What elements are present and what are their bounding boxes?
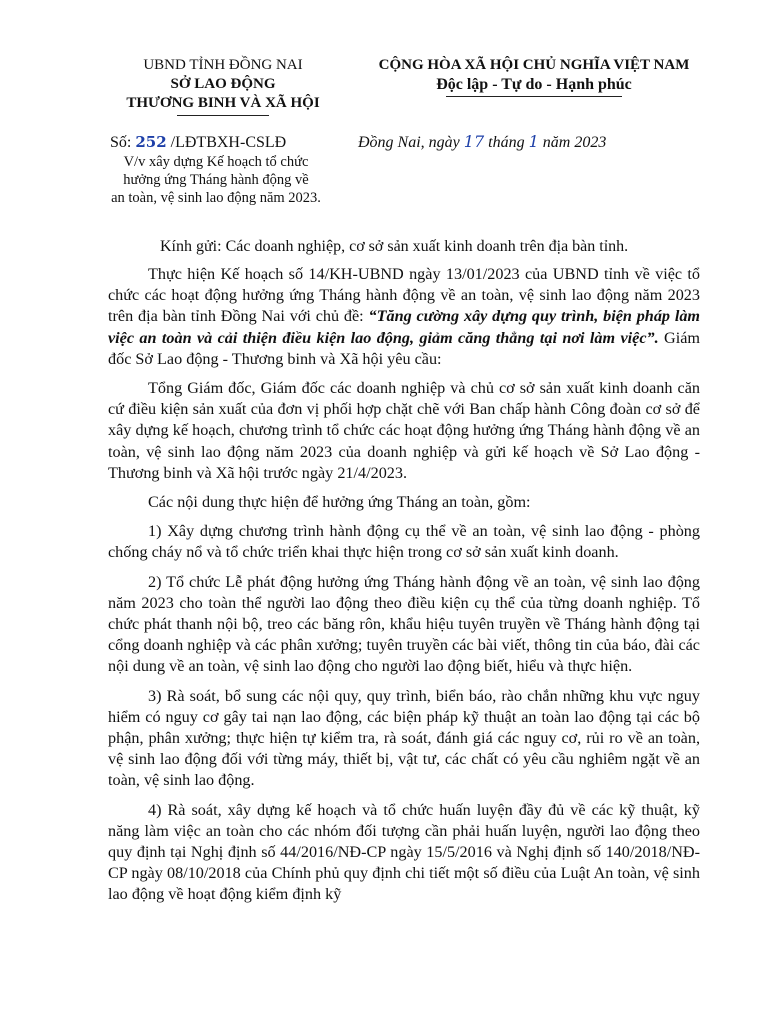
department-name-line1: SỞ LAO ĐỘNG: [170, 76, 276, 92]
contents-intro-paragraph: Các nội dung thực hiện để hưởng ứng Tháng an toàn, gồm:: [148, 493, 531, 512]
contents-item-1: 1) Xây dựng chương trình hành động cụ thể về an toàn, vệ sinh lao động - phòng chống cháy nổ và tổ chức triển khai thực hiện trong cơ sở sản xuất kinh doanh.: [108, 522, 700, 562]
contents-item-2: 2) Tổ chức Lễ phát động hưởng ứng Tháng hành động về an toàn, vệ sinh lao động năm 2023 cho toàn thể người lao động theo điều kiện cụ thể của từng doanh nghiệp. Tổ chức phát thanh nội bộ, treo các băng rôn, khẩu hiệu tuyên truyền về Tháng hành động tại cổng doanh nghiệp và các phân xưởng; tuyên truyền các bài viết, thông tin của báo, đài các nội dung về an toàn, vệ sinh lao động cho người lao động biết, hiểu và thực hiện.: [108, 572, 700, 676]
issue-date-year: năm 2023: [542, 134, 607, 151]
contents-item-3: 3) Rà soát, bổ sung các nội quy, quy trình, biển báo, rào chắn những khu vực nguy hiểm có nguy cơ gây tai nạn lao động, các biện pháp kỹ thuật an toàn lao động tại các bộ phận, phân xưởng; thực hiện tự kiểm tra, rà soát, đánh giá các nguy cơ, rủi ro về an toàn, vệ sinh lao động đối với từng máy, thiết bị, vật tư, các chất có yêu cầu nghiêm ngặt về an toàn, vệ sinh lao động.: [108, 686, 700, 790]
document-subject: [86, 153, 346, 207]
salutation: Kính gửi: Các doanh nghiệp, cơ sở sản xuất kinh doanh trên địa bàn tỉnh.: [160, 238, 629, 255]
intro-text: Thực hiện Kế hoạch số 14/KH-UBND ngày 13/01/2023 của UBND tỉnh về việc tổ chức các hoạt động hưởng ứng Tháng hành động về an toàn, vệ sinh lao động năm 2023 trên địa bàn tỉnh Đồng Nai với chủ đề:: [108, 265, 700, 326]
intro-closing: Giám đốc Sở Lao động - Thương binh và Xã hội yêu cầu:: [108, 328, 700, 368]
subject-line1: V/v xây dựng Kế hoạch tổ chức: [123, 154, 309, 170]
issuing-agency-header: [98, 56, 348, 116]
document-number-prefix: Số:: [110, 134, 132, 151]
header-left-underline: [177, 115, 269, 116]
country-name: CỘNG HÒA XÃ HỘI CHỦ NGHĨA VIỆT NAM: [378, 57, 690, 73]
contents-item-4: 4) Rà soát, xây dựng kế hoạch và tổ chức huấn luyện đầy đủ về các kỹ thuật, kỹ năng làm việc an toàn cho các nhóm đối tượng cần phải huấn luyện, người lao động theo quy định tại Nghị định số 44/2016/NĐ-CP ngày 15/5/2016 và Nghị định số 140/2018/NĐ-CP ngày 08/10/2018 của Chính phủ quy định chi tiết một số điều của Luật An toàn, vệ sinh lao động về hoạt động kiểm định kỹ: [108, 800, 700, 904]
department-name-line2: THƯƠNG BINH VÀ XÃ HỘI: [126, 95, 320, 111]
document-body: [108, 264, 700, 914]
province-committee-name: UBND TỈNH ĐỒNG NAI: [143, 57, 303, 73]
directive-paragraph: Tổng Giám đốc, Giám đốc các doanh nghiệp và chủ cơ sở sản xuất kinh doanh căn cứ điều kiện sản xuất của đơn vị phối hợp chặt chẽ với Ban chấp hành Công đoàn cơ sở để xây dựng kế hoạch, chương trình tổ chức các hoạt động hưởng ứng Tháng hành động về an toàn, vệ sinh lao động năm 2023 của doanh nghiệp và gửi kế hoạch về Sở Lao động - Thương binh và Xã hội trước ngày 21/4/2023.: [108, 379, 700, 482]
subject-line2: hưởng ứng Tháng hành động về: [123, 172, 309, 188]
national-motto: Độc lập - Tự do - Hạnh phúc: [436, 76, 632, 93]
document-number-value: 252: [135, 133, 167, 151]
header-right-underline: [446, 96, 622, 97]
issue-date-month-word: tháng: [488, 134, 525, 151]
subject-line3: an toàn, vệ sinh lao động năm 2023.: [111, 190, 321, 206]
document-number-code: /LĐTBXH-CSLĐ: [170, 134, 287, 151]
intro-paragraph: [108, 264, 700, 370]
issue-date-month: 1: [528, 132, 539, 151]
issue-date-place: Đồng Nai, ngày: [358, 134, 460, 151]
intro-theme: “Tăng cường xây dựng quy trình, biện pháp làm việc an toàn và cải thiện điều kiện lao động, giảm căng thẳng tại nơi làm việc”.: [108, 307, 701, 347]
document-number: [110, 132, 286, 153]
issue-date-day: 17: [463, 132, 485, 151]
national-motto-header: [352, 56, 716, 97]
issue-date: [358, 132, 606, 153]
